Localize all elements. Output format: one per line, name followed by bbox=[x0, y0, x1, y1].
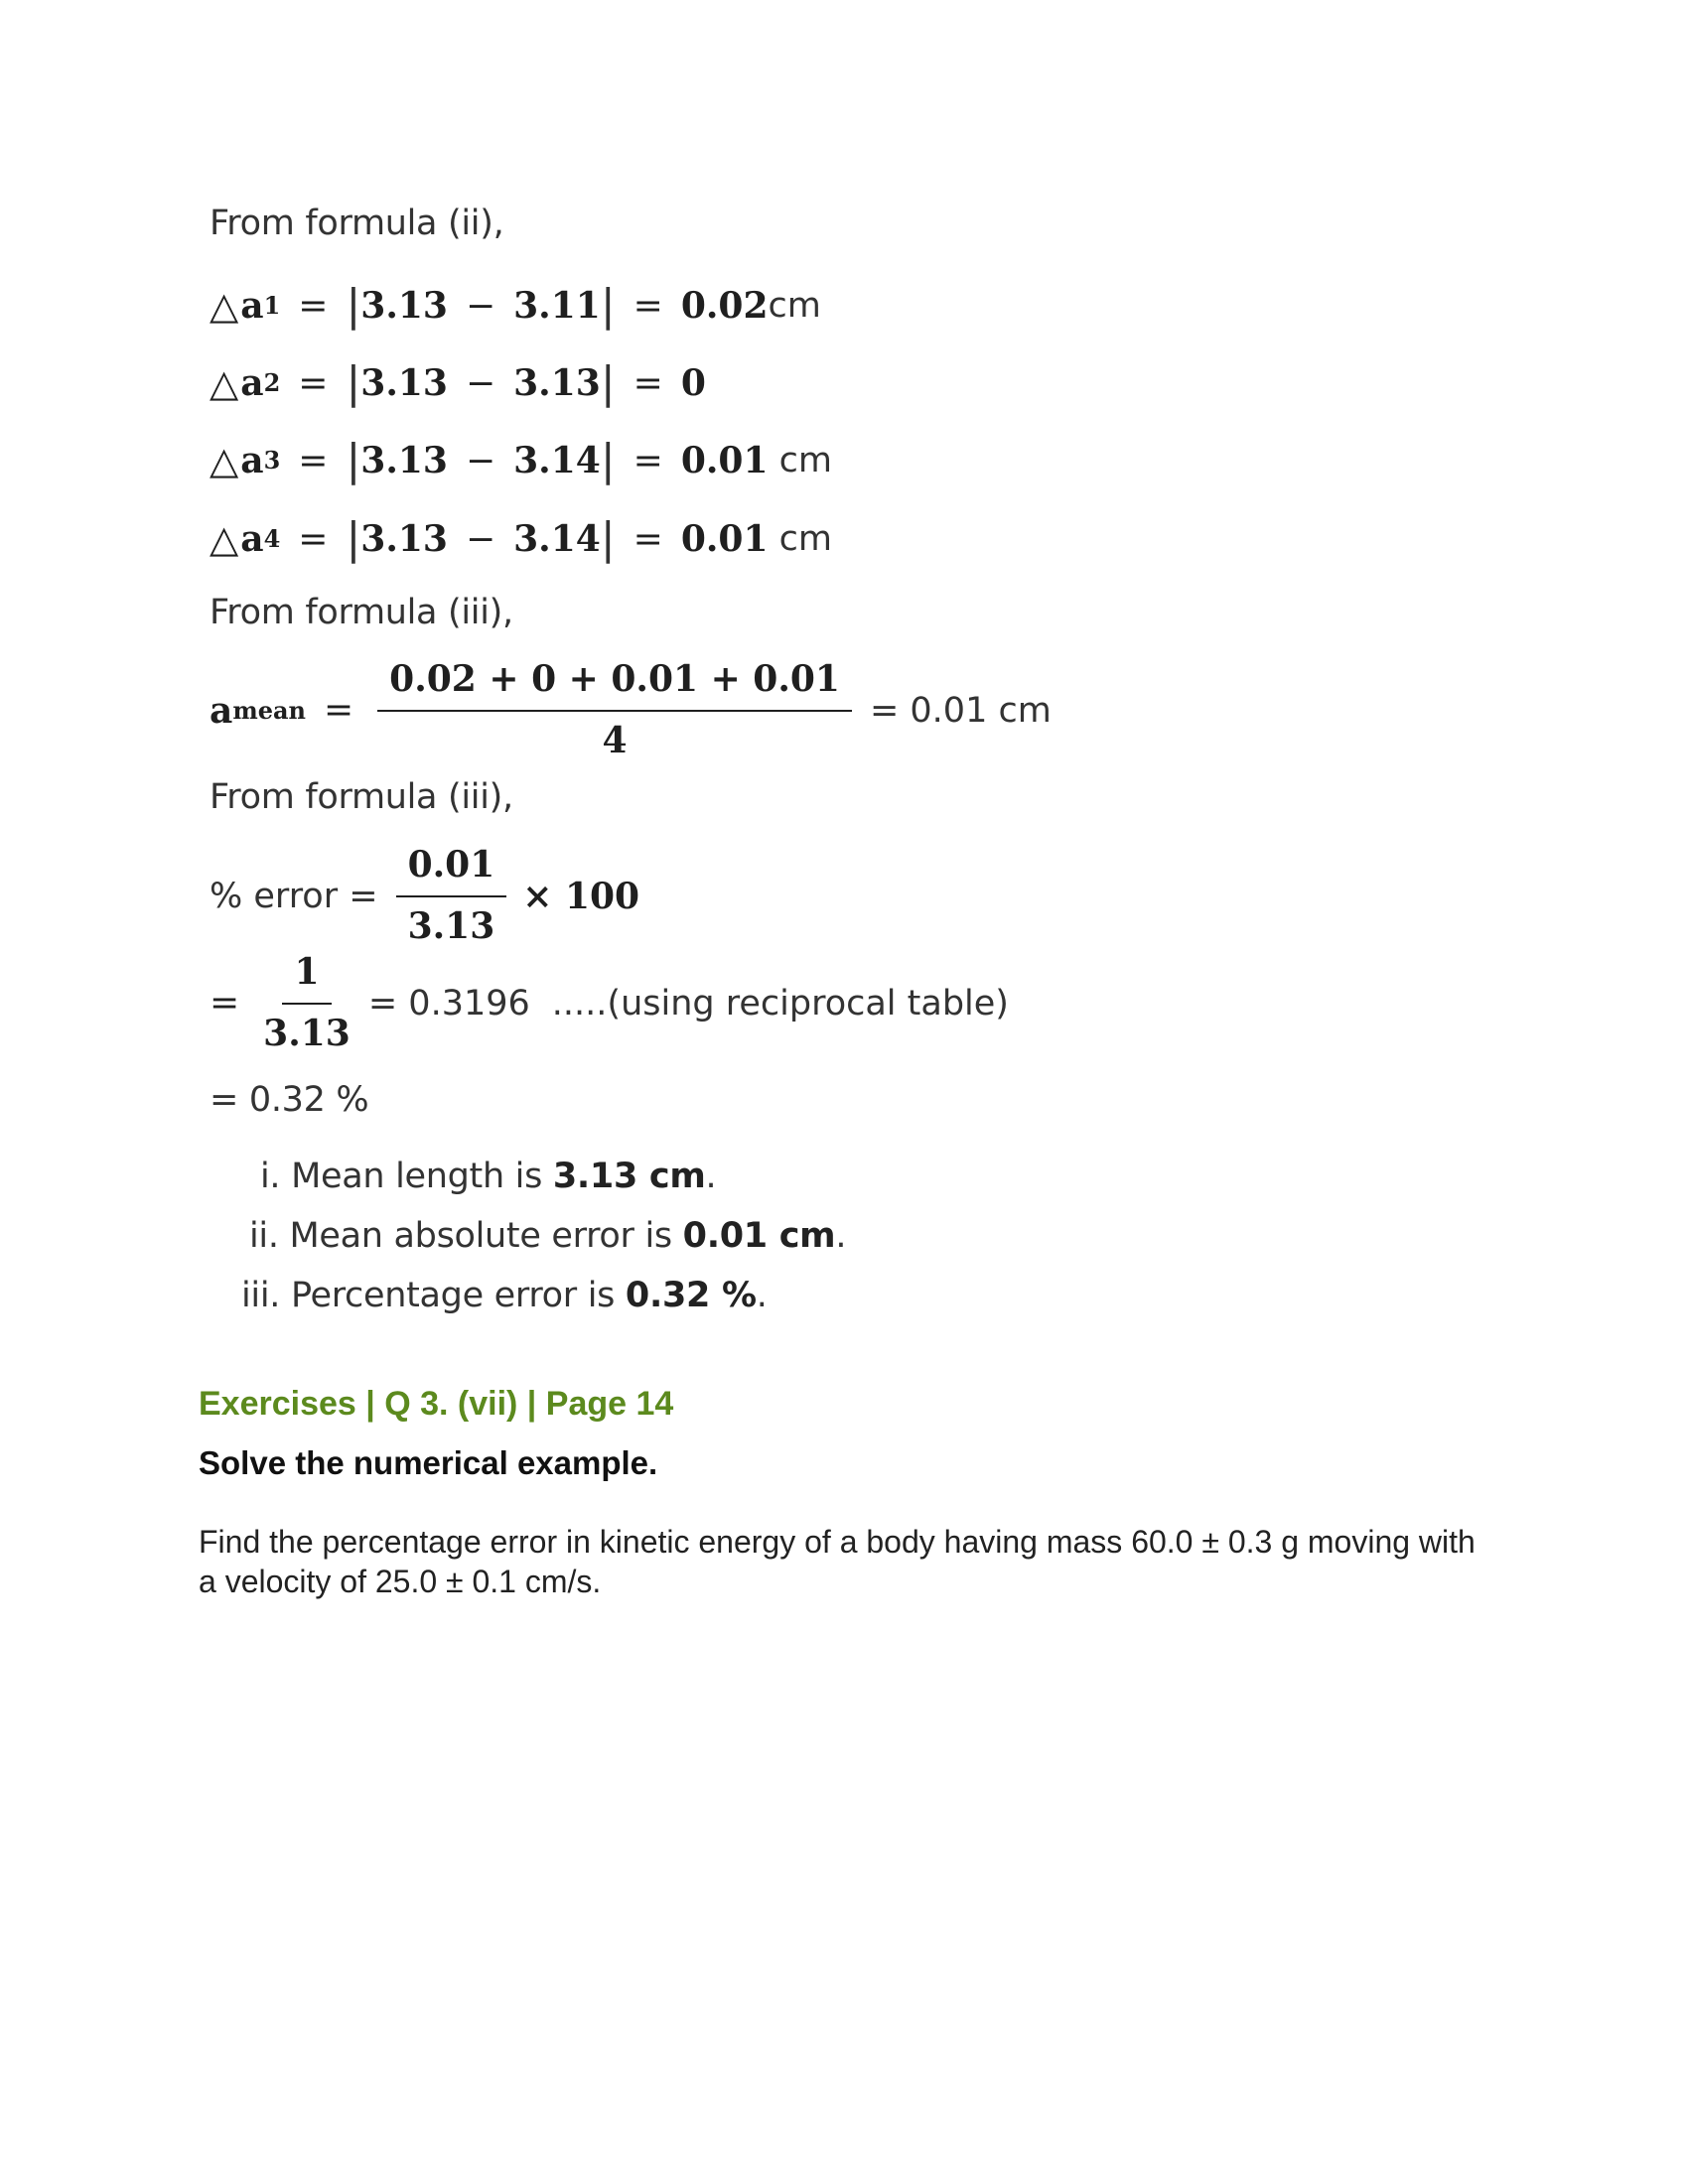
delta-result: 0.02 bbox=[680, 285, 769, 327]
delta-operand-b: 3.14 bbox=[513, 518, 601, 560]
reciprocal-numerator: 1 bbox=[282, 953, 331, 1005]
answer-value: 0.01 cm bbox=[682, 1216, 836, 1256]
percent-denominator: 3.13 bbox=[407, 904, 495, 947]
delta-a3-equation: △ a 3 = | 3.13 − 3.14 | = 0.01 cm bbox=[210, 435, 832, 485]
equals-sign: = bbox=[298, 362, 329, 404]
reciprocal-equation bbox=[210, 953, 1009, 1053]
reciprocal-note: .....(using reciprocal table) bbox=[551, 983, 1009, 1024]
answer-item-mean-absolute-error bbox=[249, 1216, 846, 1256]
equals-sign: = bbox=[210, 983, 240, 1024]
answer-end: . bbox=[835, 1216, 847, 1256]
delta-result: 0 bbox=[680, 362, 706, 404]
abs-bar-right: | bbox=[600, 513, 616, 564]
answer-value: 3.13 cm bbox=[552, 1157, 706, 1196]
reciprocal-denominator: 3.13 bbox=[263, 1012, 351, 1054]
delta-operand-a: 3.13 bbox=[360, 518, 448, 560]
answer-item-mean-length bbox=[260, 1157, 716, 1196]
equals-sign: = bbox=[298, 285, 329, 327]
equals-sign: = bbox=[324, 690, 354, 732]
abs-bar-left: | bbox=[346, 280, 361, 331]
delta-unit: cm bbox=[768, 441, 832, 480]
answer-text: Percentage error is bbox=[290, 1276, 626, 1315]
mean-equation: a mean = $\frac{0.02 + 0 + 0.01 + 0.01}{4}$ = 0.01 cm bbox=[210, 658, 1052, 761]
delta-result: 0.01 bbox=[680, 518, 769, 560]
delta-symbol: a bbox=[240, 440, 264, 481]
abs-bar-left: | bbox=[346, 357, 361, 408]
answer-text: Mean length is bbox=[291, 1157, 553, 1196]
percent-error-equation bbox=[210, 846, 639, 946]
mean-numerator: 0.02 + 0 + 0.01 + 0.01 bbox=[377, 660, 852, 712]
delta-symbol: a bbox=[240, 362, 264, 404]
mean-result: = 0.01 cm bbox=[869, 690, 1052, 731]
delta-unit: cm bbox=[768, 286, 821, 326]
answer-end: . bbox=[705, 1157, 717, 1196]
list-marker: iii. bbox=[241, 1276, 281, 1315]
list-marker: ii. bbox=[249, 1216, 279, 1256]
answer-item-percentage-error bbox=[241, 1276, 768, 1315]
triangle-symbol: △ bbox=[210, 439, 239, 482]
triangle-symbol: △ bbox=[210, 361, 239, 405]
delta-symbol: a bbox=[240, 285, 264, 327]
delta-result: 0.01 bbox=[680, 440, 769, 481]
delta-operand-a: 3.13 bbox=[360, 362, 448, 404]
abs-bar-right: | bbox=[600, 435, 616, 485]
minus-sign: − bbox=[465, 285, 496, 327]
reciprocal-fraction bbox=[263, 953, 351, 1053]
delta-operand-b: 3.11 bbox=[513, 285, 601, 327]
delta-symbol: a bbox=[240, 518, 264, 560]
delta-operand-b: 3.13 bbox=[513, 362, 601, 404]
mean-symbol: a bbox=[210, 689, 233, 732]
delta-a2-equation: △ a 2 = | 3.13 − 3.13 | = 0 bbox=[210, 357, 706, 408]
abs-bar-left: | bbox=[346, 435, 361, 485]
list-marker: i. bbox=[260, 1157, 281, 1196]
delta-operand-a: 3.13 bbox=[360, 440, 448, 481]
mean-fraction bbox=[377, 660, 852, 760]
abs-bar-left: | bbox=[346, 513, 361, 564]
percent-numerator: 0.01 bbox=[396, 846, 507, 897]
exercise-heading: Exercises | Q 3. (vii) | Page 14 bbox=[199, 1385, 674, 1423]
answer-end: . bbox=[756, 1276, 768, 1315]
percent-error-label: % error = bbox=[210, 876, 378, 916]
delta-operand-b: 3.14 bbox=[513, 440, 601, 481]
intro-formula-ii: From formula (ii), bbox=[210, 204, 504, 243]
percent-times-100: × 100 bbox=[522, 875, 640, 917]
minus-sign: − bbox=[465, 440, 496, 481]
mean-denominator: 4 bbox=[602, 719, 628, 761]
delta-unit: cm bbox=[768, 519, 832, 559]
delta-a4-equation: △ a 4 = | 3.13 − 3.14 | = 0.01 cm bbox=[210, 513, 832, 564]
equals-sign: = bbox=[633, 362, 663, 404]
equals-sign: = bbox=[298, 440, 329, 481]
intro-formula-iii-first: From formula (iii), bbox=[210, 593, 513, 632]
equals-sign: = bbox=[633, 285, 663, 327]
final-percent-error: = 0.32 % bbox=[210, 1080, 369, 1120]
delta-a1-equation: △ a 1 = | 3.13 − 3.11 | = 0.02 cm bbox=[210, 280, 821, 331]
abs-bar-right: | bbox=[600, 357, 616, 408]
abs-bar-right: | bbox=[600, 280, 616, 331]
exercise-question: Find the percentage error in kinetic energy of a body having mass 60.0 ± 0.3 g moving with a velocity of 25.0 ± 0.1 cm/s. bbox=[199, 1524, 1476, 1599]
minus-sign: − bbox=[465, 362, 496, 404]
answer-text: Mean absolute error is bbox=[289, 1216, 683, 1256]
answer-value: 0.32 % bbox=[625, 1276, 757, 1315]
triangle-symbol: △ bbox=[210, 517, 239, 561]
equals-sign: = bbox=[633, 440, 663, 481]
triangle-symbol: △ bbox=[210, 284, 239, 328]
minus-sign: − bbox=[465, 518, 496, 560]
percent-fraction bbox=[396, 846, 507, 946]
intro-formula-iii-second: From formula (iii), bbox=[210, 777, 513, 817]
delta-operand-a: 3.13 bbox=[360, 285, 448, 327]
exercise-instruction: Solve the numerical example. bbox=[199, 1444, 658, 1481]
equals-sign: = bbox=[298, 518, 329, 560]
equals-sign: = bbox=[633, 518, 663, 560]
reciprocal-result: = 0.3196 bbox=[367, 983, 530, 1024]
